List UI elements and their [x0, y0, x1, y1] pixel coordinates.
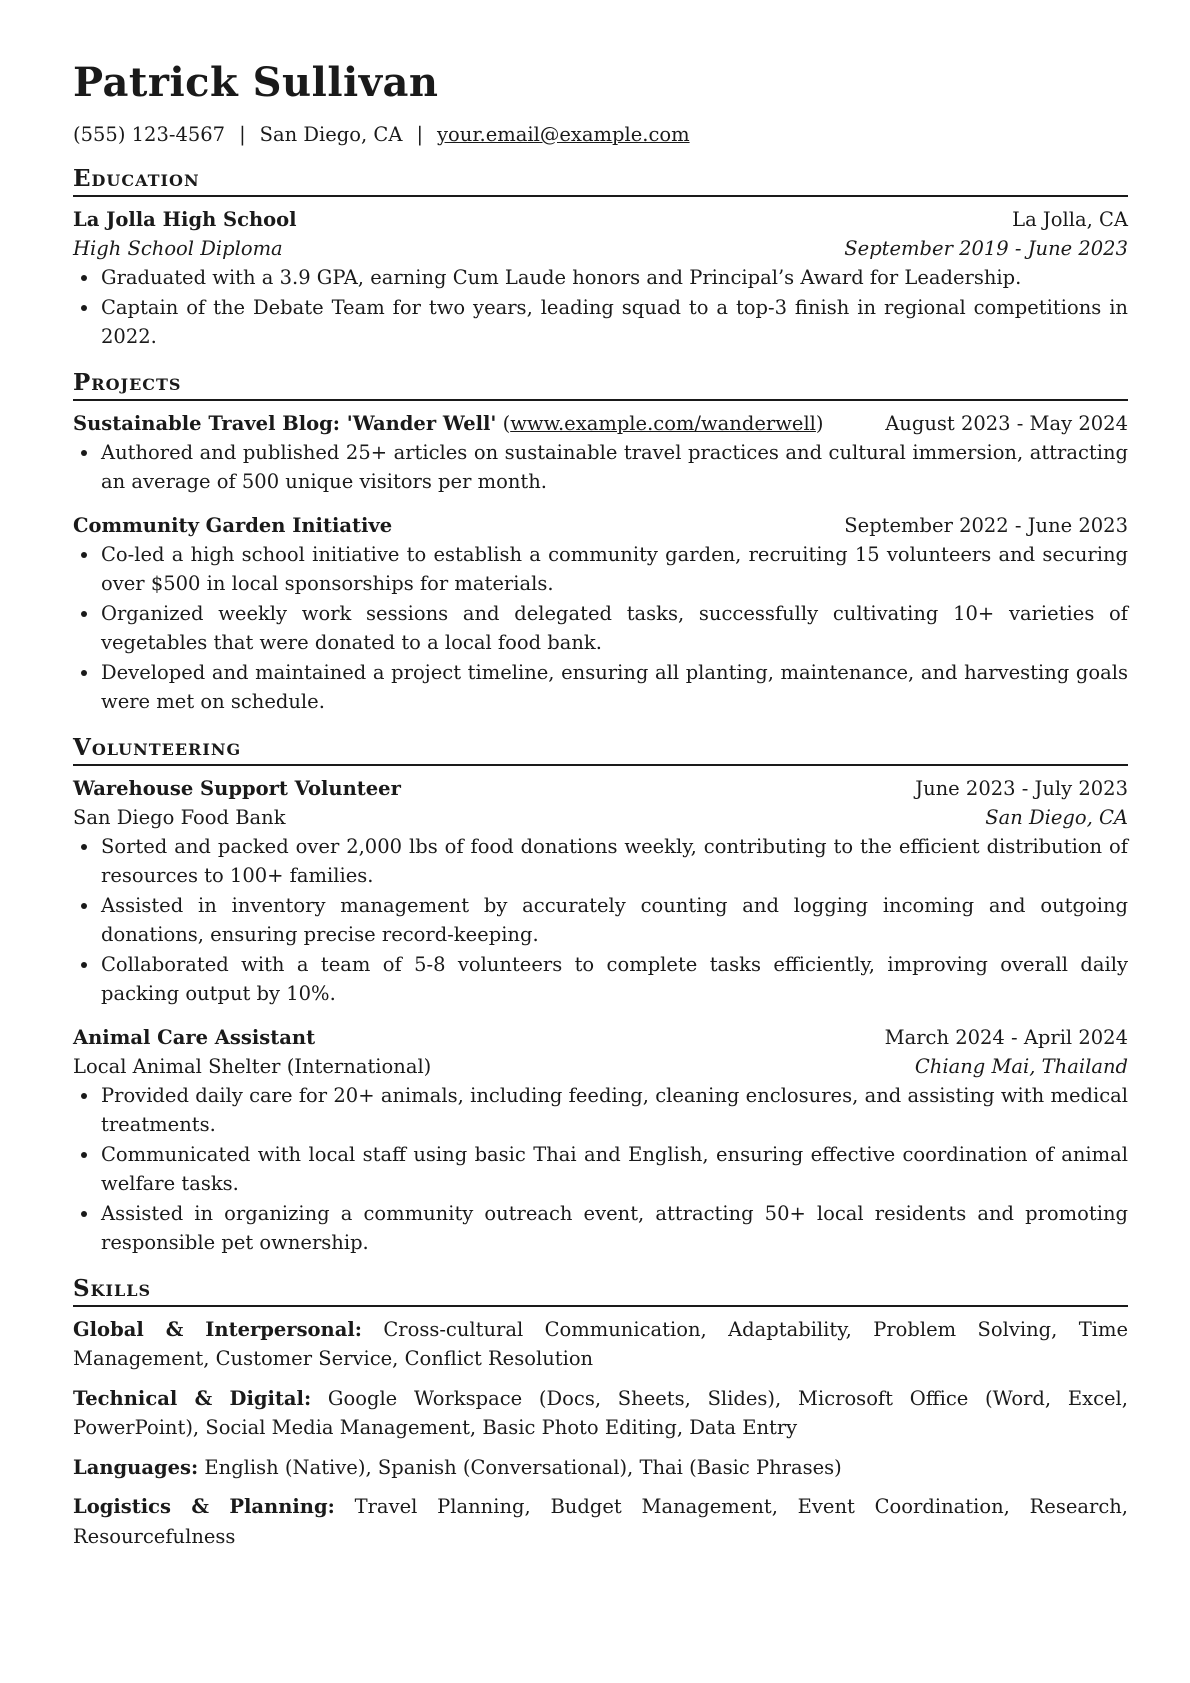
volunteer-entry	[73, 1023, 1128, 1258]
volunteer-role: Warehouse Support Volunteer	[73, 776, 401, 800]
volunteer-location: San Diego, CA	[985, 805, 1128, 829]
education-dates: September 2019 - June 2023	[844, 237, 1128, 260]
project-entry	[73, 511, 1128, 717]
skill-line	[73, 1492, 1128, 1551]
project-name: Sustainable Travel Blog: 'Wander Well'	[73, 411, 497, 435]
skill-label: Logistics & Planning:	[73, 1495, 335, 1518]
education-section	[73, 164, 1128, 352]
skill-value: Google Workspace (Docs, Sheets, Slides), Microsoft Office (Word, Excel, PowerPoint), Social Media Management, Basic Photo Editing, Data Entry	[73, 1386, 1128, 1439]
education-entry	[73, 205, 1128, 352]
list-item: Graduated with a 3.9 GPA, earning Cum Laude honors and Principal’s Award for Leadership.	[73, 263, 1128, 293]
section-title-volunteering: Volunteering	[73, 733, 1128, 766]
volunteer-entry	[73, 774, 1128, 1009]
list-item: Co-led a high school initiative to establish a community garden, recruiting 15 volunteers and securing over $500 in local sponsorships for materials.	[73, 540, 1128, 599]
list-item: Developed and maintained a project timeline, ensuring all planting, maintenance, and harvesting goals were met on schedule.	[73, 658, 1128, 717]
volunteer-role: Animal Care Assistant	[73, 1025, 316, 1049]
list-item: Provided daily care for 20+ animals, including feeding, cleaning enclosures, and assisting with medical treatments.	[73, 1081, 1128, 1140]
volunteer-dates: June 2023 - July 2023	[915, 776, 1128, 800]
project-bullets	[73, 540, 1128, 717]
skill-label: Global & Interpersonal:	[73, 1317, 362, 1341]
list-item: Organized weekly work sessions and delegated tasks, successfully cultivating 10+ varieties of vegetables that were donated to a local food bank.	[73, 599, 1128, 658]
education-bullets	[73, 263, 1128, 352]
volunteer-organization: San Diego Food Bank	[73, 805, 286, 829]
link-paren-close: )	[815, 411, 824, 435]
volunteer-bullets	[73, 832, 1128, 1009]
skills-section	[73, 1274, 1128, 1552]
volunteer-bullets	[73, 1081, 1128, 1258]
skill-line	[73, 1384, 1128, 1443]
email-link[interactable]: your.email@example.com	[437, 123, 690, 146]
list-item: Assisted in inventory management by accurately counting and logging incoming and outgoing donations, ensuring precise record-keeping.	[73, 891, 1128, 950]
volunteer-dates: March 2024 - April 2024	[884, 1025, 1128, 1049]
volunteer-organization: Local Animal Shelter (International)	[73, 1054, 432, 1078]
list-item: Authored and published 25+ articles on sustainable travel practices and cultural immersion, attracting an average of 500 unique visitors per month.	[73, 438, 1128, 497]
section-title-education: Education	[73, 164, 1128, 197]
list-item: Captain of the Debate Team for two years, leading squad to a top-3 finish in regional competitions in 2022.	[73, 293, 1128, 352]
section-title-skills: Skills	[73, 1274, 1128, 1307]
candidate-name: Patrick Sullivan	[73, 59, 439, 106]
skill-value: Cross-cultural Communication, Adaptability, Problem Solving, Time Management, Customer Service, Conflict Resolution	[73, 1317, 1128, 1370]
project-link[interactable]: www.example.com/wanderwell	[510, 411, 816, 435]
phone-number: (555) 123-4567	[73, 123, 226, 146]
project-dates: August 2023 - May 2024	[885, 411, 1128, 435]
volunteering-section	[73, 733, 1128, 1258]
skill-line	[73, 1453, 1128, 1483]
link-paren-open: (	[496, 411, 511, 435]
degree: High School Diploma	[73, 237, 283, 260]
project-bullets	[73, 438, 1128, 497]
projects-section	[73, 368, 1128, 717]
section-title-projects: Projects	[73, 368, 1128, 401]
school-location: La Jolla, CA	[1012, 208, 1128, 231]
skill-line	[73, 1315, 1128, 1374]
list-item: Communicated with local staff using basic Thai and English, ensuring effective coordination of animal welfare tasks.	[73, 1140, 1128, 1199]
list-item: Assisted in organizing a community outreach event, attracting 50+ local residents and promoting responsible pet ownership.	[73, 1199, 1128, 1258]
list-item: Sorted and packed over 2,000 lbs of food donations weekly, contributing to the efficient distribution of resources to 100+ families.	[73, 832, 1128, 891]
list-item: Collaborated with a team of 5-8 volunteers to complete tasks efficiently, improving overall daily packing output by 10%.	[73, 950, 1128, 1009]
skill-label: Languages:	[73, 1455, 199, 1479]
contact-line	[73, 122, 1128, 148]
resume-page	[73, 56, 1128, 1551]
volunteer-location: Chiang Mai, Thailand	[914, 1054, 1128, 1078]
location: San Diego, CA	[259, 123, 403, 146]
school-name: La Jolla High School	[73, 208, 297, 231]
skill-value: Travel Planning, Budget Management, Event Coordination, Research, Resourcefulness	[73, 1495, 1129, 1548]
project-dates: September 2022 - June 2023	[844, 513, 1128, 537]
project-name: Community Garden Initiative	[73, 513, 393, 537]
contact-separator: |	[416, 123, 424, 146]
skill-value: English (Native), Spanish (Conversational), Thai (Basic Phrases)	[204, 1455, 842, 1479]
contact-separator: |	[239, 123, 246, 146]
project-entry	[73, 409, 1128, 497]
skill-label: Technical & Digital:	[73, 1386, 312, 1410]
